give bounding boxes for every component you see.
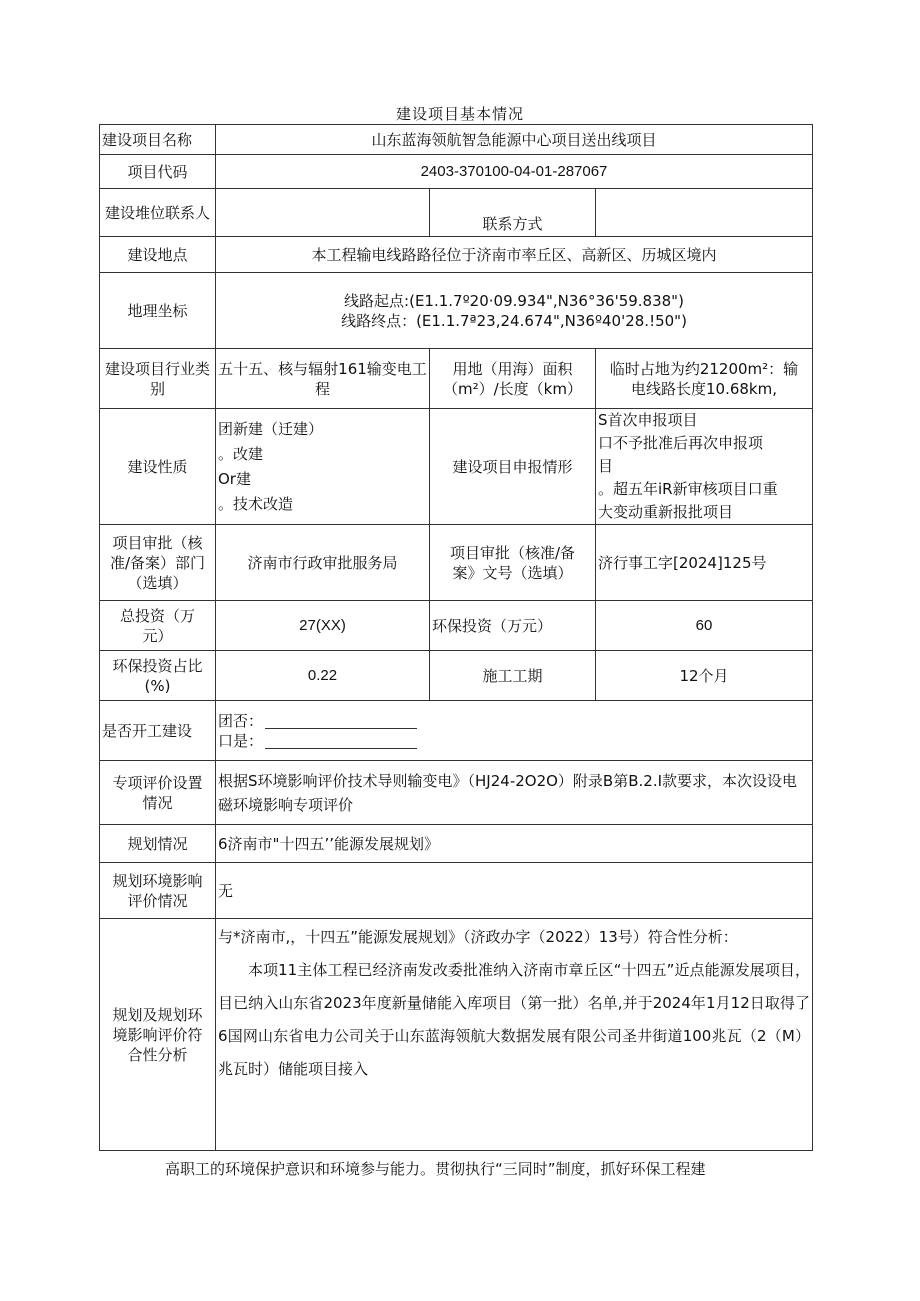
row-location xyxy=(100,237,813,273)
value-coords xyxy=(216,273,813,349)
nature-option-rebuild: 。改建 xyxy=(218,444,264,463)
label-contact: 建设堆位联系人 xyxy=(100,189,216,237)
label-compliance xyxy=(100,919,216,1151)
started-no-blank xyxy=(265,714,417,729)
approval-label-line2: 准/备案）部门 xyxy=(109,553,206,572)
special-eval-label-line1: 专项评价设置 xyxy=(112,773,203,792)
nature-option-expand: Or建 xyxy=(218,469,251,488)
declaration-option-2b: 目 xyxy=(598,457,614,475)
row-planning-env xyxy=(100,863,813,919)
env-ratio-label-line2: (%) xyxy=(144,676,171,695)
compliance-paragraph-2: 本项11主体工程已经济南发改委批准纳入济南市章丘区“十四五”近点能源发展项目，目已纳入山东省2023年度新量储能入库项目（第一批）名单,并于2024年1月12日取得了6国网山东省电力公司关于山东蓝海领航大数据发展有限公司圣井街道100兆瓦（2（M）兆瓦时）储能项目接入 xyxy=(218,961,810,1078)
label-contact-method: 联系方式 xyxy=(430,189,596,237)
label-project-code: 项目代码 xyxy=(100,155,216,189)
value-special-eval: 根据S环境影响评价技术导则输变电》（HJ24-2O2O）附录B第B.2.I款要求，本次设设电磁环境影响专项评价 xyxy=(216,761,813,825)
value-construction-period: 12个月 xyxy=(596,651,813,701)
planning-env-label-line1: 规划环境影响 xyxy=(112,871,203,890)
row-approval xyxy=(100,525,813,601)
value-started xyxy=(216,701,813,761)
label-nature: 建设性质 xyxy=(100,409,216,525)
label-location: 建设地点 xyxy=(100,237,216,273)
label-env-ratio xyxy=(100,651,216,701)
document-title: 建设项目基本情况 xyxy=(395,105,524,123)
project-info-table xyxy=(99,124,813,1151)
row-planning xyxy=(100,825,813,863)
label-env-investment: 环保投资（万元） xyxy=(430,601,596,651)
declaration-option-2: 口不予批准后再次申报项 xyxy=(598,434,764,452)
env-ratio-label-line1: 环保投资占比 xyxy=(112,656,203,675)
label-planning-env xyxy=(100,863,216,919)
value-env-investment: 60 xyxy=(596,601,813,651)
label-industry: 建设项目行业类别 xyxy=(100,349,216,409)
coord-start: 线路起点:(E1.1.7º20·09.934",N36°36'59.838") xyxy=(344,291,684,310)
nature-option-new: 团新建（迁建） xyxy=(218,419,324,438)
started-option-yes-label: 口是： xyxy=(218,731,264,750)
label-special-eval xyxy=(100,761,216,825)
land-area-line2: 电线路长度10.68km, xyxy=(630,379,777,398)
total-investment-label-line2: 元） xyxy=(142,626,173,645)
coord-end: 线路终点：(E1.1.7ª23,24.674",N36º40'28.!50") xyxy=(341,311,687,330)
value-land-area xyxy=(596,349,813,409)
row-contact xyxy=(100,189,813,237)
compliance-label-line2: 境影响评价符 xyxy=(112,1025,203,1044)
row-project-name xyxy=(100,125,813,155)
label-coords: 地理坐标 xyxy=(100,273,216,349)
label-started: 是否开工建设 xyxy=(100,701,216,761)
nature-option-tech: 。技术改造 xyxy=(218,494,294,513)
approval-label-line1: 项目审批（核 xyxy=(112,533,203,552)
row-project-code xyxy=(100,155,813,189)
declaration-option-1: S首次申报项目 xyxy=(598,411,698,429)
value-contact-method xyxy=(596,189,813,237)
value-project-name: 山东蓝海领航智急能源中心项目送出线项目 xyxy=(216,125,813,155)
label-project-name: 建设项目名称 xyxy=(100,125,216,155)
label-declaration: 建设项目申报情形 xyxy=(430,409,596,525)
special-eval-label-line2: 情况 xyxy=(142,793,173,812)
value-approval-number: 济行事工字[2024]125号 xyxy=(596,525,813,601)
planning-env-label-line2: 评价情况 xyxy=(127,891,188,910)
value-compliance xyxy=(216,919,813,1151)
value-nature xyxy=(216,409,430,525)
approval-number-label-line1: 项目审批（核准/备 xyxy=(449,543,576,562)
row-coords xyxy=(100,273,813,349)
started-yes-blank xyxy=(265,734,417,749)
value-project-code: 2403-370100-04-01-287067 xyxy=(216,155,813,189)
value-contact xyxy=(216,189,430,237)
value-env-ratio: 0.22 xyxy=(216,651,430,701)
row-investment xyxy=(100,601,813,651)
label-approval xyxy=(100,525,216,601)
footer-text: 高职工的环境保护意识和环境参与能力。贯彻执行“三同时”制度，抓好环保工程建 xyxy=(165,1160,706,1178)
label-approval-number xyxy=(430,525,596,601)
declaration-option-3: 。超五年iR新审核项目口重 xyxy=(598,480,778,498)
compliance-label-line3: 合性分析 xyxy=(127,1045,188,1064)
declaration-option-3b: 大变动重新报批项目 xyxy=(598,503,734,521)
label-total-investment xyxy=(100,601,216,651)
label-construction-period: 施工工期 xyxy=(430,651,596,701)
started-option-no-label: 团否： xyxy=(218,711,264,730)
value-approval-dept: 济南市行政审批服务局 xyxy=(216,525,430,601)
row-compliance xyxy=(100,919,813,1151)
value-planning-env: 无 xyxy=(216,863,813,919)
row-env-ratio xyxy=(100,651,813,701)
value-industry: 五十五、核与辐射161输变电工程 xyxy=(216,349,430,409)
value-total-investment: 27(XX) xyxy=(216,601,430,651)
total-investment-label-line1: 总投资（万 xyxy=(119,606,195,625)
approval-number-label-line2: 案》文号（选填） xyxy=(452,563,573,582)
approval-label-line3: （选填） xyxy=(127,573,188,592)
land-area-line1: 临时占地为约21200m²：输 xyxy=(609,359,799,378)
compliance-paragraph-1: 与*济南市,，十四五”能源发展规划》（济政办字（2022）13号）符合性分析： xyxy=(218,928,738,946)
row-industry xyxy=(100,349,813,409)
value-location: 本工程输电线路路径位于济南市率丘区、高新区、历城区境内 xyxy=(216,237,813,273)
value-declaration xyxy=(596,409,813,525)
row-nature xyxy=(100,409,813,525)
started-option-no xyxy=(218,711,810,731)
row-started xyxy=(100,701,813,761)
label-land-area: 用地（用海）面积（m²）/长度（km） xyxy=(430,349,596,409)
started-option-yes xyxy=(218,731,810,751)
value-planning: 6济南市"十四五’’能源发展规划》 xyxy=(216,825,813,863)
label-planning: 规划情况 xyxy=(100,825,216,863)
row-special-eval xyxy=(100,761,813,825)
compliance-label-line1: 规划及规划环 xyxy=(112,1005,203,1024)
